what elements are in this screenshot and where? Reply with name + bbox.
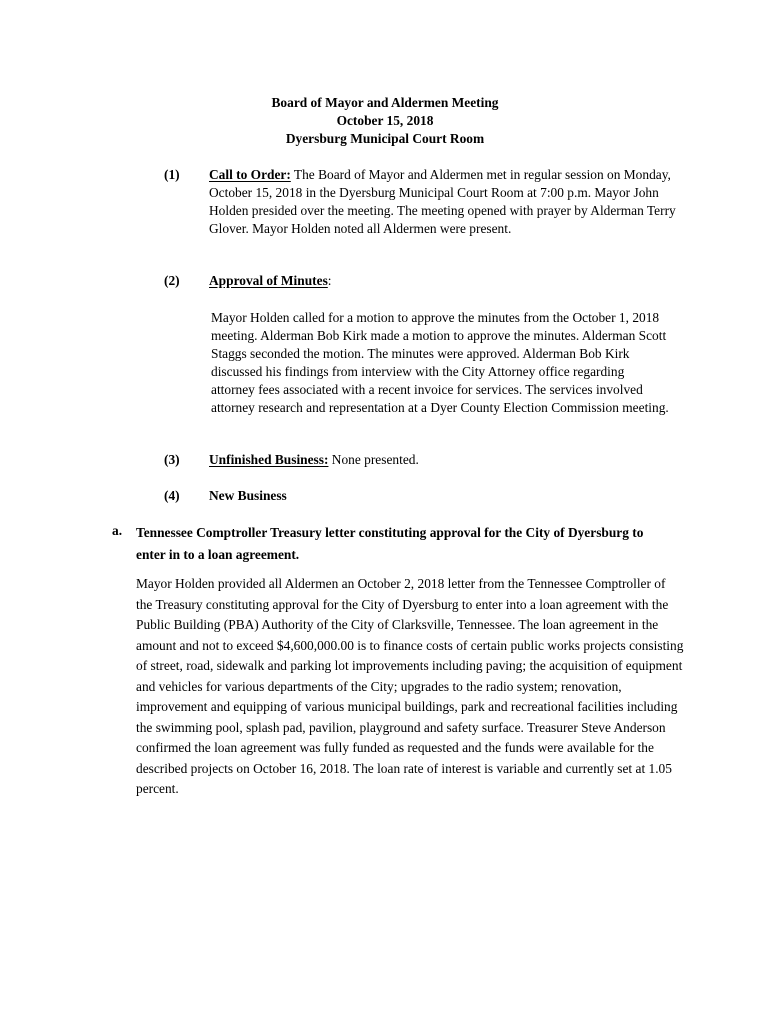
- item-number: (3): [164, 452, 180, 467]
- minutes-paragraph: Mayor Holden called for a motion to approve the minutes from the October 1, 2018 meeting. Alderman Bob Kirk made a motion to approve the minutes. Alderman Scott Staggs seconded the motion. The minutes were approved. Alderman Bob Kirk discussed his findings from interview with the City Attorney office regarding attorney fees associated with a recent invoice for services. The services involved attorney research and representation at a Dyer County Election Commission meeting.: [211, 310, 669, 415]
- item-heading-colon: :: [327, 273, 332, 288]
- item-text: None presented.: [328, 452, 419, 467]
- header-date: October 15, 2018: [336, 113, 434, 128]
- header-location: Dyersburg Municipal Court Room: [285, 131, 485, 146]
- item-a-paragraph: Mayor Holden provided all Aldermen an October 2, 2018 letter from the Tennessee Comptroller of the Treasury constituting approval for the City of Dyersburg to enter into a loan agreement with the Public Building (PBA) Authority of the City of Clarksville, Tennessee. The loan agreement in the amount and not to exceed $4,600,000.00 is to finance costs of certain public works projects consisting of street, road, sidewalk and parking lot improvements including paving; the acquisition of equipment and vehicles for various departments of the City; upgrades to the radio system; renovation, improvement and equipping of various municipal buildings, park and recreational facilities including the swimming pool, splash pad, pavilion, playground and safety surface. Treasurer Steve Anderson confirmed the loan agreement was fully funded as requested and the funds were available for the described projects on October 16, 2018. The loan rate of interest is variable and currently set at 1.05 percent.: [136, 576, 684, 796]
- item-heading: Call to Order:: [209, 167, 291, 182]
- item-body: [209, 451, 679, 469]
- header-title: Board of Mayor and Aldermen Meeting: [271, 95, 499, 110]
- item-number: (2): [164, 273, 180, 288]
- meeting-header: [200, 94, 570, 148]
- item-number: (4): [164, 488, 180, 503]
- item-number: (1): [164, 167, 180, 182]
- item-text: The Board of Mayor and Aldermen met in regular session on Monday, October 15, 2018 in the Dyersburg Municipal Court Room at 7:00 p.m. Mayor John Holden presided over the meeting. The meeting opened with prayer by Alderman Terry Glover. Mayor Holden noted all Aldermen were present.: [209, 167, 676, 236]
- item-heading: New Business: [209, 488, 287, 503]
- item-heading: Approval of Minutes: [209, 273, 328, 288]
- item-body: [209, 166, 679, 238]
- item-title: Tennessee Comptroller Treasury letter constituting approval for the City of Dyersburg to enter in to a loan agreement.: [136, 525, 644, 562]
- item-body: [209, 272, 679, 290]
- item-letter: a.: [112, 523, 123, 538]
- item-heading: Unfinished Business:: [209, 452, 329, 467]
